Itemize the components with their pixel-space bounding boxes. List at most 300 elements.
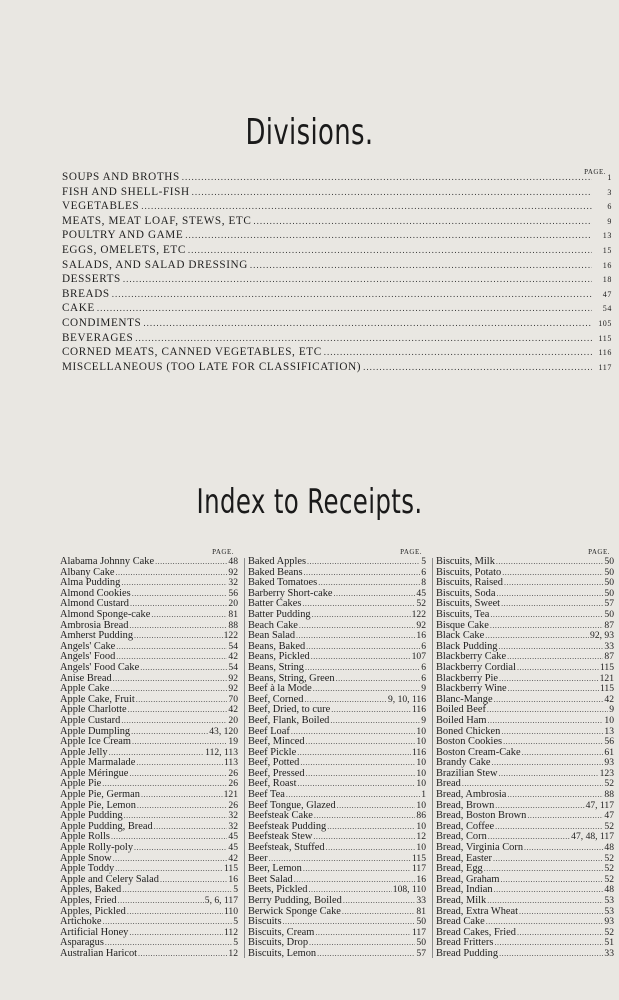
entry-page: 16 — [228, 873, 238, 885]
entry-name: Artichoke — [60, 916, 102, 928]
dot-leader — [113, 854, 228, 865]
entry-page: 47, 48, 117 — [571, 831, 614, 843]
entry-page: 112, 113 — [205, 746, 238, 758]
entry-name: Boned Chicken — [436, 725, 501, 737]
entry-page: 52 — [604, 863, 614, 875]
division-page: 16 — [602, 260, 612, 270]
entry-name: Apple Toddy — [60, 863, 115, 875]
entry-page: 5 — [421, 556, 426, 567]
entry-name: Apple Cake, Fruit — [60, 693, 135, 705]
entry-page: 92 — [228, 566, 238, 578]
entry-name: Almond Sponge-cake — [60, 608, 151, 620]
dot-leader — [311, 652, 411, 663]
entry-page: 93 — [604, 916, 614, 928]
entry-name: Bean Salad — [248, 630, 296, 642]
entry-page: 115 — [599, 683, 614, 695]
division-page: 6 — [607, 202, 612, 212]
entry-page: 122 — [411, 608, 426, 620]
entry-name: Baked Beans — [248, 566, 303, 578]
dot-leader — [363, 360, 592, 375]
entry-page: 6 — [421, 566, 426, 578]
dot-leader — [116, 568, 228, 579]
entry-page: 115 — [411, 852, 426, 864]
entry-page: 53 — [604, 905, 614, 917]
entry-name: Apple Marmalade — [60, 757, 136, 769]
entry-page: 13 — [604, 725, 614, 737]
entry-page: 42 — [228, 852, 238, 864]
entry-name: Batter Cakes — [248, 598, 302, 610]
entry-name: Biscuits, Potato — [436, 566, 502, 578]
entry-name: Beef à la Mode — [248, 683, 312, 695]
entry-page: 56 — [604, 736, 614, 748]
entry-name: Apple and Celery Salad — [60, 873, 159, 885]
entry-page: 107 — [411, 651, 426, 663]
dot-leader — [487, 896, 603, 907]
entry-page: 33 — [604, 947, 614, 959]
entry-name: Bread — [436, 778, 461, 790]
entry-page: 33 — [604, 640, 614, 652]
entry-page: 81 — [416, 905, 426, 917]
entry-page: 56 — [228, 587, 238, 599]
index-entries — [436, 557, 614, 960]
entry-name: Apple Dumpling — [60, 725, 131, 737]
dot-leader — [494, 885, 604, 896]
division-page: 3 — [607, 187, 612, 197]
division-name: EGGS, OMELETS, ETC — [62, 243, 186, 256]
entry-name: Biscuits, Soda — [436, 587, 496, 599]
dot-leader — [306, 642, 420, 653]
division-page: 18 — [602, 275, 612, 285]
dot-leader — [502, 568, 603, 579]
entry-page: 10 — [416, 778, 426, 790]
dot-leader — [326, 843, 416, 854]
entry-page: 50 — [604, 566, 614, 578]
entry-name: Beef, Flank, Boiled — [248, 714, 330, 726]
entry-page: 42 — [228, 651, 238, 663]
dot-leader — [488, 716, 604, 727]
dot-leader — [129, 769, 227, 780]
dot-leader — [129, 621, 227, 632]
entry-name: Biscuits, Cream — [248, 926, 315, 938]
dot-leader — [136, 758, 223, 769]
dot-leader — [123, 272, 592, 287]
dot-leader — [517, 928, 603, 939]
dot-leader — [297, 748, 411, 759]
entry-name: Bread Pudding — [436, 947, 499, 959]
division-row — [62, 331, 612, 346]
dot-leader — [131, 727, 208, 738]
entry-name: Black Cake — [436, 630, 485, 642]
index-column-page-header: PAGE. — [212, 548, 234, 556]
dot-leader — [291, 727, 416, 738]
dot-leader — [330, 716, 420, 727]
entry-name: Angels' Cake — [60, 640, 116, 652]
index-entry — [248, 843, 426, 854]
entry-page: 50 — [416, 937, 426, 949]
entry-page: 8 — [421, 577, 426, 589]
entry-name: Almond Cookies — [60, 587, 131, 599]
entry-name: Beach Cake — [248, 619, 298, 631]
entry-page: 10 — [416, 757, 426, 769]
entry-page: 10 — [416, 799, 426, 811]
division-row — [62, 243, 612, 258]
entry-page: 116 — [411, 704, 426, 716]
entry-name: Beef Tea — [248, 789, 285, 801]
dot-leader — [300, 758, 415, 769]
dot-leader — [154, 822, 228, 833]
dot-leader — [519, 907, 603, 918]
dot-leader — [121, 716, 227, 727]
entry-name: Apple Snow — [60, 852, 112, 864]
division-name: MISCELLANEOUS (TOO LATE FOR CLASSIFICATION) — [62, 360, 362, 373]
division-page: 116 — [598, 348, 612, 358]
dot-leader — [112, 287, 592, 302]
entry-page: 50 — [416, 916, 426, 928]
index-column-3 — [436, 548, 614, 960]
index-entry — [436, 716, 614, 727]
entry-name: Bread, Boston Brown — [436, 810, 527, 822]
entry-name: Bread Fritters — [436, 937, 494, 949]
entry-page: 93 — [604, 757, 614, 769]
dot-leader — [185, 228, 592, 243]
entry-page: 50 — [604, 587, 614, 599]
dot-leader — [517, 663, 599, 674]
dot-leader — [324, 345, 592, 360]
entry-name: Biscuits, Raised — [436, 577, 503, 589]
dot-leader — [141, 199, 592, 214]
entry-page: 48 — [604, 884, 614, 896]
entry-name: Apple Pudding, Bread — [60, 820, 153, 832]
entry-page: 6 — [421, 640, 426, 652]
entry-name: Apple Rolls — [60, 831, 110, 843]
index-entry — [436, 949, 614, 960]
entry-name: Blackberry Wine — [436, 683, 507, 695]
dot-leader — [334, 589, 416, 600]
entry-page: 115 — [223, 863, 238, 875]
dot-leader — [492, 758, 604, 769]
dot-leader — [155, 557, 227, 568]
entry-page: 88 — [228, 619, 238, 631]
entry-page: 122 — [223, 630, 238, 642]
entry-page: 26 — [228, 767, 238, 779]
entry-name: Biscuits, Lemon — [248, 947, 317, 959]
division-page: 115 — [598, 333, 612, 343]
entry-name: Biscuits, Sweet — [436, 598, 501, 610]
dot-leader — [501, 727, 603, 738]
entry-name: Angels' Food Cake — [60, 661, 140, 673]
entry-page: 92 — [228, 672, 238, 684]
entry-name: Bread, Ambrosia — [436, 789, 507, 801]
division-page: 9 — [607, 216, 612, 226]
entry-name: Boston Cookies — [436, 736, 503, 748]
dot-leader — [302, 599, 415, 610]
entry-name: Bisque Cake — [436, 619, 489, 631]
index-entry — [60, 949, 238, 960]
entry-name: Biscuits, Milk — [436, 556, 495, 567]
entry-name: Beef, Roast — [248, 778, 297, 790]
divisions-title: Divisions. — [245, 112, 374, 153]
dot-leader — [113, 674, 228, 685]
entry-page: 16 — [416, 873, 426, 885]
entry-name: Alabama Johnny Cake — [60, 556, 155, 567]
entry-page: 45 — [228, 842, 238, 854]
entry-name: Biscuits, Drop — [248, 937, 309, 949]
dot-leader — [134, 843, 227, 854]
column-divider — [244, 558, 245, 958]
division-name: BREADS — [62, 287, 110, 300]
index-column-page-header: PAGE. — [400, 548, 422, 556]
entry-page: 50 — [604, 556, 614, 567]
entry-name: Beer — [248, 852, 268, 864]
entry-name: Bread, Coffee — [436, 820, 495, 832]
entry-name: Apple Cake — [60, 683, 110, 695]
dot-leader — [188, 243, 592, 258]
entry-name: Almond Custard — [60, 598, 129, 610]
entry-name: Apple Ice Cream — [60, 736, 131, 748]
entry-page: 92, 93 — [590, 630, 614, 642]
dot-leader — [116, 642, 227, 653]
division-row — [62, 185, 612, 200]
dot-leader — [496, 589, 603, 600]
entry-page: 42 — [228, 704, 238, 716]
entry-name: Apple Pudding — [60, 810, 123, 822]
dot-leader — [494, 695, 604, 706]
entry-name: Apple Custard — [60, 714, 121, 726]
division-row — [62, 214, 612, 229]
entry-page: 9, 10, 116 — [387, 693, 426, 705]
index-entry — [60, 557, 238, 568]
index-entry — [436, 663, 614, 674]
dot-leader — [297, 779, 415, 790]
entry-name: Baked Tomatoes — [248, 577, 318, 589]
entry-name: Blackberry Pie — [436, 672, 499, 684]
division-name: BEVERAGES — [62, 331, 134, 344]
dot-leader — [304, 568, 421, 579]
entry-page: 5 — [233, 916, 238, 928]
entry-page: 48 — [228, 556, 238, 567]
entry-page: 48 — [604, 842, 614, 854]
entry-page: 9 — [421, 714, 426, 726]
entry-page: 6 — [421, 661, 426, 673]
index-entry — [436, 769, 614, 780]
division-row — [62, 345, 612, 360]
entry-page: 1 — [421, 789, 426, 801]
division-page: 117 — [598, 362, 612, 372]
entry-name: Boiled Beef — [436, 704, 486, 716]
entry-name: Australian Haricot — [60, 947, 138, 959]
entry-page: 121 — [599, 672, 614, 684]
entry-name: Beefsteak Stew — [248, 831, 313, 843]
entry-page: 5 — [233, 884, 238, 896]
dot-leader — [140, 663, 227, 674]
entry-page: 50 — [604, 608, 614, 620]
dot-leader — [317, 949, 415, 960]
entry-page: 81 — [228, 608, 238, 620]
entry-page: 26 — [228, 778, 238, 790]
entry-name: Beef Tongue, Glazed — [248, 799, 336, 811]
entry-page: 53 — [604, 895, 614, 906]
division-page: 1 — [607, 173, 612, 182]
entry-page: 9 — [609, 704, 614, 716]
dot-leader — [342, 907, 415, 918]
entry-page: 86 — [416, 810, 426, 822]
dot-leader — [490, 621, 604, 632]
entry-name: Amherst Pudding — [60, 630, 134, 642]
dot-leader — [501, 599, 603, 610]
dot-leader — [151, 610, 227, 621]
index-title: Index to Receipts. — [196, 482, 423, 522]
division-name: CONDIMENTS — [62, 316, 142, 329]
entry-name: Beans, Pickled — [248, 651, 310, 663]
entry-name: Beefsteak Pudding — [248, 820, 327, 832]
entry-name: Angels' Food — [60, 651, 116, 663]
entry-name: Blackberry Cake — [436, 651, 507, 663]
dot-leader — [127, 907, 223, 918]
division-page: 105 — [598, 318, 612, 328]
entry-page: 10 — [416, 767, 426, 779]
dot-leader — [132, 589, 228, 600]
entry-page: 45 — [228, 831, 238, 843]
dot-leader — [296, 631, 415, 642]
index-entry — [248, 949, 426, 960]
dot-leader — [118, 896, 204, 907]
entry-name: Ambrosia Bread — [60, 619, 129, 631]
entry-page: 123 — [599, 767, 614, 779]
dot-leader — [508, 684, 599, 695]
dot-leader — [306, 769, 416, 780]
entry-name: Berwick Sponge Cake — [248, 905, 341, 917]
entry-name: Apple Pie, Lemon — [60, 799, 136, 811]
dot-leader — [299, 621, 415, 632]
entry-name: Bread, Extra Wheat — [436, 905, 519, 917]
entry-name: Brandy Cake — [436, 757, 491, 769]
dot-leader — [192, 185, 592, 200]
entry-name: Beef, Pressed — [248, 767, 305, 779]
entry-page: 92 — [416, 619, 426, 631]
entry-name: Bread Cakes, Fried — [436, 926, 516, 938]
dot-leader — [136, 695, 228, 706]
entry-page: 10 — [416, 820, 426, 832]
dot-leader — [313, 832, 415, 843]
entry-page: 52 — [604, 852, 614, 864]
entry-page: 43, 120 — [209, 725, 238, 737]
entry-page: 6 — [421, 672, 426, 684]
division-name: CORNED MEATS, CANNED VEGETABLES, ETC — [62, 346, 322, 359]
entry-page: 54 — [228, 640, 238, 652]
dot-leader — [524, 843, 603, 854]
division-name: SOUPS AND BROTHS — [62, 171, 180, 183]
index-entries — [60, 557, 238, 960]
division-row — [62, 272, 612, 287]
dot-leader — [121, 578, 227, 589]
entry-name: Beef Loaf — [248, 725, 290, 737]
dot-leader — [250, 258, 592, 273]
index-column-page-header: PAGE. — [588, 548, 610, 556]
entry-page: 88 — [604, 789, 614, 801]
entry-page: 52 — [416, 598, 426, 610]
division-name: POULTRY AND GAME — [62, 229, 184, 242]
dot-leader — [134, 631, 223, 642]
entry-page: 19 — [228, 736, 238, 748]
entry-page: 20 — [228, 598, 238, 610]
dot-leader — [138, 949, 227, 960]
entry-page: 92 — [228, 683, 238, 695]
entry-page: 108, 110 — [392, 884, 426, 896]
entry-name: Beef, Corned — [248, 693, 304, 705]
entry-page: 32 — [228, 577, 238, 589]
dot-leader — [498, 642, 603, 653]
entry-name: Beef, Potted — [248, 757, 300, 769]
division-page: 54 — [602, 304, 612, 314]
entry-page: 10 — [416, 736, 426, 748]
dot-leader — [253, 214, 592, 229]
dot-leader — [135, 331, 592, 346]
entry-name: Apple Jelly — [60, 746, 108, 758]
entry-name: Batter Pudding — [248, 608, 311, 620]
entry-page: 47 — [604, 810, 614, 822]
dot-leader — [97, 301, 592, 316]
dot-leader — [314, 811, 415, 822]
dot-leader — [312, 610, 411, 621]
entry-name: Biscuits — [248, 916, 282, 928]
entry-page: 87 — [604, 651, 614, 663]
dot-leader — [336, 674, 421, 685]
dot-leader — [305, 663, 420, 674]
entry-name: Blanc-Mange — [436, 693, 493, 705]
dot-leader — [522, 748, 604, 759]
division-page: 13 — [602, 231, 612, 241]
entry-name: Baked Apples — [248, 556, 307, 567]
entry-name: Apples, Fried — [60, 895, 117, 906]
entry-page: 87 — [604, 619, 614, 631]
dot-leader — [527, 811, 603, 822]
index-entry — [248, 896, 426, 907]
entry-page: 54 — [228, 661, 238, 673]
entry-name: Beets, Pickled — [248, 884, 308, 896]
entry-page: 113 — [223, 757, 238, 769]
entry-name: Apple Rolly-poly — [60, 842, 134, 854]
entry-page: 20 — [228, 714, 238, 726]
entry-page: 112 — [223, 926, 238, 938]
dot-leader — [500, 875, 603, 886]
column-divider — [432, 558, 433, 958]
index-entry — [248, 557, 426, 568]
entry-name: Anise Bread — [60, 672, 112, 684]
entry-name: Artificial Honey — [60, 926, 129, 938]
division-row — [62, 170, 612, 185]
entry-page: 10 — [416, 842, 426, 854]
entry-page: 26 — [228, 799, 238, 811]
entry-page: 16 — [416, 630, 426, 642]
dot-leader — [182, 170, 592, 185]
dot-leader — [318, 578, 420, 589]
dot-leader — [507, 652, 603, 663]
entry-name: Brazilian Stew — [436, 767, 498, 779]
division-row — [62, 258, 612, 273]
entry-page: 33 — [416, 895, 426, 906]
index-entry — [60, 663, 238, 674]
entry-page: 117 — [411, 926, 426, 938]
dot-leader — [499, 949, 603, 960]
index-column-1 — [60, 548, 238, 960]
divisions-page-header: PAGE. — [584, 168, 606, 176]
division-name: FISH AND SHELL-FISH — [62, 185, 190, 198]
entry-name: Beef, Dried, to cure — [248, 704, 331, 716]
entry-name: Albany Cake — [60, 566, 115, 578]
dot-leader — [504, 578, 603, 589]
entry-name: Bread, Egg — [436, 863, 483, 875]
entry-page: 45 — [416, 587, 426, 599]
